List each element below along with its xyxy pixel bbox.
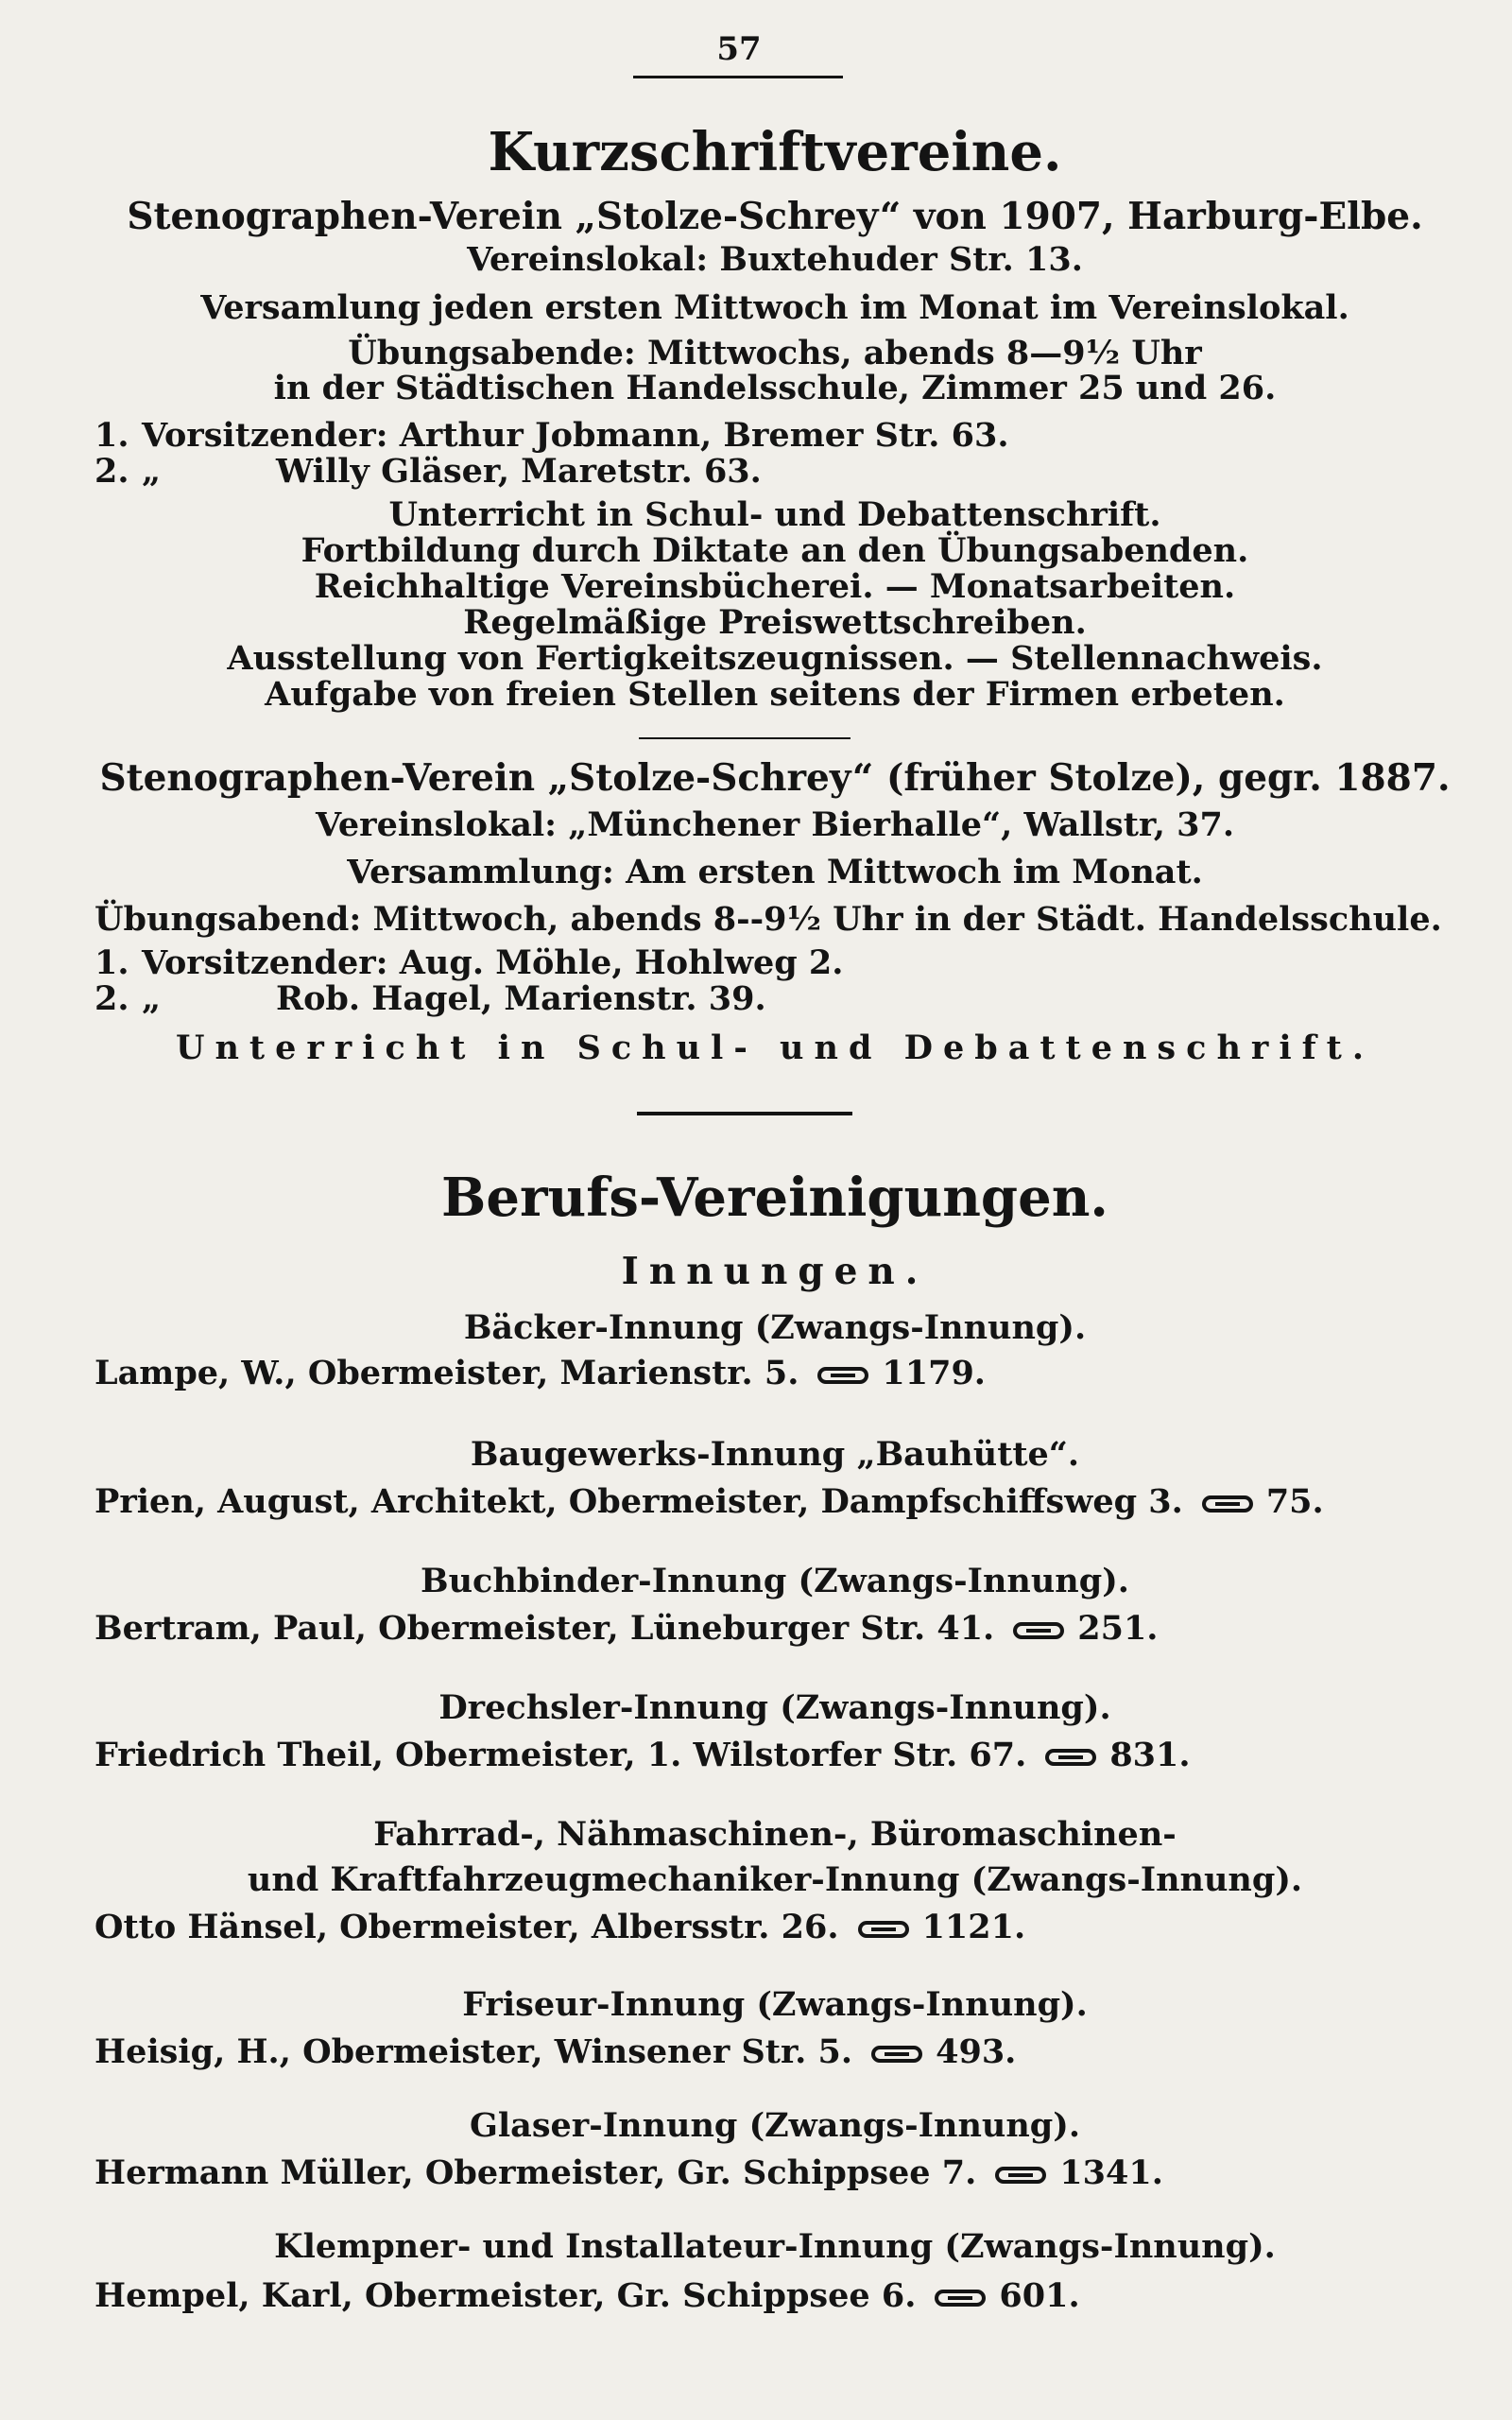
phone-number: 1121. [921,1908,1026,1946]
telephone-icon [995,2167,1046,2184]
phone-number: 601. [999,2276,1080,2315]
innung-entry-text: Prien, August, Architekt, Obermeister, Dampfschiffsweg 3. [94,1482,1183,1521]
section-heading-kurzschrift: Kurzschriftvereine. [488,121,1062,183]
verein1-note-1: Unterricht in Schul- und Debattenschrift. [388,495,1161,534]
vors-text: „ Rob. Hagel, Marienstr. 39. [142,979,766,1018]
innung-entry-text: Lampe, W., Obermeister, Marienstr. 5. [94,1354,799,1392]
verein2-versammlung: Versammlung: Am ersten Mittwoch im Monat. [347,853,1203,891]
innung-entry-text: Otto Hänsel, Obermeister, Albersstr. 26. [94,1908,839,1946]
telephone-icon [1013,1622,1064,1639]
verein2-uebung: Übungsabend: Mittwoch, abends 8--9½ Uhr in der Städt. Handelsschule. [94,900,1442,939]
verein1-vorsitzender-1 [94,416,1455,455]
telephone-icon [871,2046,922,2063]
verein2-lokal: Vereinslokal: „Münchener Bierhalle“, Wallstr, 37. [315,805,1235,844]
subheading-innungen: Innungen. [621,1250,929,1293]
section-heading-berufs: Berufs-Vereinigungen. [441,1167,1108,1229]
verein1-lokal: Vereinslokal: Buxtehuder Str. 13. [467,240,1083,279]
vors-number: 2. [94,979,129,1018]
innung-entry [94,2153,1455,2192]
vors-text: Vorsitzender: Aug. Möhle, Hohlweg 2. [142,943,844,982]
verein1-uebung-1: Übungsabende: Mittwochs, abends 8—9½ Uhr [348,334,1202,372]
innung-entry-text: Heisig, H., Obermeister, Winsener Str. 5. [94,2032,853,2071]
innung-entry [94,1908,1455,1946]
innung-entry [94,2276,1455,2315]
vors-number: 1. [94,416,129,455]
innung-entry [94,1482,1455,1521]
page-number-rule [633,76,843,78]
page-number: 57 [716,30,762,68]
divider [639,737,850,739]
vors-text: „ Willy Gläser, Maretstr. 63. [142,452,762,491]
phone-number: 831. [1109,1736,1191,1774]
telephone-icon [935,2290,986,2307]
verein1-note-5: Ausstellung von Fertigkeitszeugnissen. — Stellennachweis. [227,639,1323,678]
phone-number: 1179. [882,1354,986,1392]
verein1-versammlung: Versamlung jeden ersten Mittwoch im Monat im Vereinslokal. [200,288,1349,327]
vors-number: 1. [94,943,129,982]
innung-name: Baugewerks-Innung „Bauhütte“. [470,1435,1080,1474]
innung-entry [94,1609,1455,1648]
verein2-note: Unterricht in Schul- und Debattenschrift. [175,1028,1375,1067]
verein2-vorsitzender-2 [94,979,1455,1018]
innung-name: Buchbinder-Innung (Zwangs-Innung). [421,1562,1129,1600]
innung-name: Glaser-Innung (Zwangs-Innung). [469,2106,1081,2145]
verein1-vorsitzender-2 [94,452,1455,491]
verein1-note-2: Fortbildung durch Diktate an den Übungsabenden. [301,531,1249,570]
phone-number: 493. [936,2032,1017,2071]
telephone-icon [817,1367,868,1384]
verein1-note-6: Aufgabe von freien Stellen seitens der Firmen erbeten. [265,675,1285,714]
verein1-note-3: Reichhaltige Vereinsbücherei. — Monatsarbeiten. [314,567,1236,606]
telephone-icon [1202,1495,1253,1512]
verein1-note-4: Regelmäßige Preiswettschreiben. [463,603,1087,642]
verein2-vorsitzender-1 [94,943,1455,982]
section-divider [637,1112,852,1115]
innung-entry [94,1354,1455,1392]
innung-name: Klempner- und Installateur-Innung (Zwangs-Innung). [274,2227,1276,2266]
vors-number: 2. [94,452,129,491]
telephone-icon [858,1921,909,1938]
telephone-icon [1045,1749,1096,1766]
vors-text: Vorsitzender: Arthur Jobmann, Bremer Str. 63. [142,416,1009,455]
phone-number: 1341. [1059,2153,1163,2192]
innung-name: Drechsler-Innung (Zwangs-Innung). [438,1688,1111,1727]
innung-name-2: und Kraftfahrzeugmechaniker-Innung (Zwangs-Innung). [247,1860,1303,1899]
verein1-uebung-2: in der Städtischen Handelsschule, Zimmer 25 und 26. [273,369,1277,407]
innung-name: Friseur-Innung (Zwangs-Innung). [462,1985,1088,2024]
innung-name: Fahrrad-, Nähmaschinen-, Büromaschinen- [373,1815,1177,1854]
innung-entry-text: Hempel, Karl, Obermeister, Gr. Schippsee 6. [94,2276,917,2315]
verein1-title: Stenographen-Verein „Stolze-Schrey“ von 1907, Harburg-Elbe. [127,195,1423,238]
phone-number: 251. [1077,1609,1159,1648]
innung-name: Bäcker-Innung (Zwangs-Innung). [463,1308,1087,1347]
innung-entry-text: Friedrich Theil, Obermeister, 1. Wilstorfer Str. 67. [94,1736,1027,1774]
phone-number: 75. [1265,1482,1324,1521]
innung-entry-text: Hermann Müller, Obermeister, Gr. Schippsee 7. [94,2153,977,2192]
innung-entry [94,2032,1455,2071]
innung-entry-text: Bertram, Paul, Obermeister, Lüneburger Str. 41. [94,1609,995,1648]
innung-entry [94,1736,1455,1774]
verein2-title: Stenographen-Verein „Stolze-Schrey“ (früher Stolze), gegr. 1887. [99,756,1451,800]
